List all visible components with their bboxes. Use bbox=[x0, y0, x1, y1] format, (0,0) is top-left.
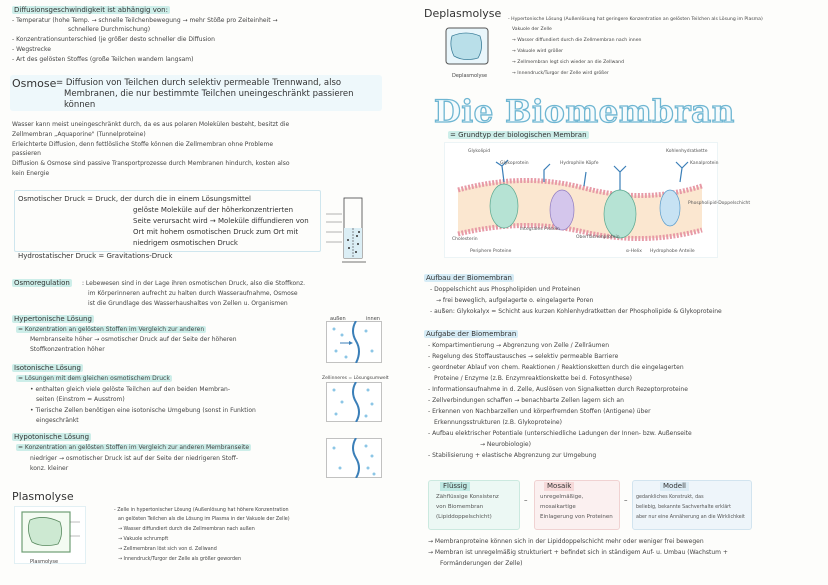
fig-innen-label: innen bbox=[366, 316, 380, 322]
osmose-def-0: = Diffusion von Teilchen durch selektiv permeable Trennwand, also bbox=[56, 78, 342, 88]
deplasmolyse-0: - Hypertonische Lösung (Außenlösung hat geringere Konzentration an gelösten Teilchen als Lösung im Plasma) bbox=[508, 17, 763, 22]
para1-1: Zellmembran „Aquaporine" (Tunnelproteine) bbox=[12, 131, 146, 138]
plasmolyse-2: → Wasser diffundiert durch die Zellmembran nach außen bbox=[118, 527, 255, 532]
diagram-label-1: Glykoprotein bbox=[500, 161, 529, 166]
header-line-5: - Art des gelösten Stoffes (große Teilchen wandern langsam) bbox=[12, 56, 194, 63]
plasmolyse-1: an gelösten Teilchen als die Lösung im Plasma in der Vakuole der Zelle) bbox=[118, 517, 290, 522]
diagram-label-8: Hydrophobe Anteile bbox=[650, 249, 695, 254]
card-modell-line-2: aber nur eine Annäherung an die Wirklichkeit bbox=[636, 515, 745, 520]
aufgabe-1: - Regelung des Stoffaustausches → selektiv permeable Barriere bbox=[428, 353, 619, 360]
card-modell-line-1: beliebig, bekannte Sachverhalte erklärt bbox=[636, 505, 731, 510]
iso-0: = Lösungen mit dem gleichen osmotischem Druck bbox=[18, 375, 170, 382]
card-fluessig-line-0: Zähflüssige Konsistenz bbox=[436, 494, 499, 500]
deplasmolyse-3: → Vakuole wird größer bbox=[512, 49, 564, 54]
hyper-2: Stoffkonzentration höher bbox=[30, 346, 105, 353]
aufbau-0: - Doppelschicht aus Phospholipiden und Proteinen bbox=[430, 286, 581, 293]
hyper-label: Hypertonische Lösung bbox=[14, 315, 92, 323]
iso-1: • enthalten gleich viele gelöste Teilchen auf den beiden Membran- bbox=[30, 386, 231, 393]
druck-1: gelöste Moleküle auf der höherkonzentrierten bbox=[133, 206, 294, 214]
aufgabe-9: → Neurobiologie) bbox=[480, 441, 531, 448]
aufgabe-7: Erkennungsstrukturen (z.B. Glykoproteine) bbox=[434, 419, 562, 426]
aufbau-1: → frei beweglich, aufgelagerte o. eingelagerte Poren bbox=[436, 297, 594, 304]
card-fluessig-line-1: von Biomembran bbox=[436, 504, 484, 510]
hypo-2: konz. kleiner bbox=[30, 465, 69, 472]
footer-0: → Membranproteine können sich in der Lipiddoppelschicht mehr oder weniger frei bewegen bbox=[428, 538, 704, 545]
card-modell-line-0: gedankliches Konstrukt, das bbox=[636, 495, 704, 500]
diagram-label-3: Integrales Protein bbox=[520, 227, 560, 232]
card-mosaik-line-1: mosaikartige bbox=[540, 504, 576, 510]
plasmolyse-0: - Zelle in hypertonischer Lösung (Außenlösung hat höhere Konzentration bbox=[114, 508, 289, 513]
page-subtitle: = Grundtyp der biologischen Membran bbox=[450, 131, 587, 139]
plasmolyse-3: → Vakuole schrumpft bbox=[118, 537, 169, 542]
diagram-label-4: Periphere Proteine bbox=[470, 249, 512, 254]
header-line-3: - Konzentrationsunterschied (je größer desto schneller die Diffusion bbox=[12, 36, 215, 43]
osmoregulation-0: : Lebewesen sind in der Lage ihren osmotischen Druck, also die Stoffkonz. bbox=[82, 280, 305, 287]
aufgabe-8: - Aufbau elektrischer Potentiale (unterschiedliche Ladungen der Innen- bzw. Außenseite bbox=[428, 430, 692, 437]
deplasmolyse-cell-figure bbox=[440, 24, 494, 70]
osmose-def-1: Membranen, die nur bestimmte Teilchen uneingeschränkt passieren bbox=[64, 89, 354, 99]
footer-1: → Membran ist unregelmäßig strukturiert + befindet sich in ständigem Auf- u. Umbau (Wachstum + bbox=[428, 549, 728, 556]
fig-aussen-label: außen bbox=[330, 316, 346, 322]
aufgabe-10: - Stabilisierung + elastische Abgrenzung zur Umgebung bbox=[428, 452, 597, 459]
aufgabe-6: - Erkennen von Nachbarzellen und körperfremden Stoffen (Antigene) über bbox=[428, 408, 651, 415]
card-sep-0: – bbox=[524, 496, 528, 504]
fig-iso-tag: Zellinneres = Lösungsumwelt bbox=[322, 376, 389, 381]
deplasmolyse-5: → Innendruck/Turgor der Zelle wird größer bbox=[512, 71, 609, 76]
plasmolyse-label: Plasmolyse bbox=[12, 490, 74, 503]
diagram-label-2: Kohlenhydratkette bbox=[666, 149, 708, 154]
hyper-1: Membranseite höher → osmotischer Druck auf der Seite der höheren bbox=[30, 336, 237, 343]
deplasmolyse-4: → Zellmembran legt sich wieder an die Zellwand bbox=[512, 60, 624, 65]
osmoregulation-2: ist die Grundlage des Wasserhaushaltes von Zellen u. Organismen bbox=[88, 300, 288, 307]
diagram-label-11: Hydrophile Köpfe bbox=[560, 161, 599, 166]
hypo-membrane-figure bbox=[326, 438, 382, 478]
page-title: Die Biomembran bbox=[434, 94, 735, 130]
druck-3: Ort mit hohem osmotischen Druck zum Ort mit bbox=[133, 228, 299, 236]
footer-2: Formänderungen der Zelle) bbox=[440, 560, 523, 567]
para1-0: Wasser kann meist uneingeschränkt durch, da es aus polaren Molekülen besteht, besitzt die bbox=[12, 121, 290, 128]
osmose-label: Osmose bbox=[12, 77, 57, 90]
header-line-4: - Wegstrecke bbox=[12, 46, 51, 53]
diagram-label-5: Cholesterin bbox=[452, 237, 478, 242]
aufgabe-4: - Informationsaufnahme in d. Zelle, Auslösen von Signalketten durch Rezeptorproteine bbox=[428, 386, 688, 393]
aufgabe-label: Aufgabe der Biomembran bbox=[426, 330, 517, 338]
iso-label: Isotonische Lösung bbox=[14, 364, 81, 372]
aufbau-2: - außen: Glykokalyx = Schicht aus kurzen Kohlenhydratketten der Phospholipide & Glykoproteine bbox=[430, 308, 722, 315]
druck-0: Osmotischer Druck = Druck, der durch die in einem Lösungsmittel bbox=[18, 195, 251, 203]
plasmolyse-cell-figure bbox=[14, 506, 86, 564]
deplasmolyse-1: Vakuole der Zelle bbox=[512, 27, 552, 32]
aufgabe-3: Proteine / Enzyme (z.B. Enzymreaktionskette bei d. Fotosynthese) bbox=[434, 375, 632, 382]
hypo-1: niedriger → osmotischer Druck ist auf der Seite der niedrigeren Stoff- bbox=[30, 455, 238, 462]
card-fluessig-title: Flüssig bbox=[440, 482, 470, 491]
card-modell-title: Modell bbox=[660, 482, 689, 491]
hyper-0: = Konzentration an gelösten Stoffen im Vergleich zur anderen bbox=[18, 326, 205, 333]
druck-2: Seite verursacht wird → Moleküle diffundieren von bbox=[133, 217, 309, 225]
u-tube-diagram bbox=[322, 192, 384, 270]
header-line-1: - Temperatur (hohe Temp. → schnelle Teilchenbewegung → mehr Stöße pro Zeiteinheit → bbox=[12, 17, 278, 24]
card-mosaik-line-2: Einlagerung von Proteinen bbox=[540, 514, 613, 520]
hyper-membrane-figure bbox=[326, 321, 382, 363]
diagram-label-6: Phospholipid-Doppelschicht bbox=[688, 201, 751, 206]
diagram-label-0: Glykolipid bbox=[468, 149, 491, 154]
para1-4: Diffusion & Osmose sind passive Transportprozesse durch Membranen hindurch, kosten also bbox=[12, 160, 290, 167]
header-line-0: Diffusionsgeschwindigkeit ist abhängig von: bbox=[14, 6, 168, 14]
iso-membrane-figure bbox=[326, 382, 382, 422]
aufgabe-5: - Zellverbindungen schaffen → benachbarte Zellen lagern sich an bbox=[428, 397, 624, 404]
iso-4: eingeschränkt bbox=[36, 417, 79, 424]
aufgabe-0: - Kompartimentierung → Abgrenzung von Zelle / Zellräumen bbox=[428, 342, 610, 349]
druck-5: Hydrostatischer Druck = Gravitations-Druck bbox=[18, 252, 173, 260]
card-mosaik-line-0: unregelmäßige, bbox=[540, 494, 584, 500]
hypo-0: = Konzentration an gelösten Stoffen im Vergleich zur anderen Membranseite bbox=[18, 444, 250, 451]
para1-5: kein Energie bbox=[12, 170, 50, 177]
card-fluessig-line-2: (Lipiddoppelschicht) bbox=[436, 514, 492, 520]
diagram-label-9: α-Helix bbox=[626, 249, 642, 254]
para1-2: Erleichterte Diffusion, denn fettlösliche Stoffe können die Zellmembran ohne Probleme bbox=[12, 141, 274, 148]
druck-4: niedrigem osmotischen Druck bbox=[133, 239, 238, 247]
diagram-label-10: Kanalprotein bbox=[690, 161, 719, 166]
deplasmolyse-label: Deplasmolyse bbox=[424, 7, 502, 20]
card-sep-1: – bbox=[624, 496, 628, 504]
hypo-label: Hypotonische Lösung bbox=[14, 433, 90, 441]
plasmolyse-caption: Plasmolyse bbox=[30, 559, 59, 565]
plasmolyse-4: → Zellmembran löst sich von d. Zellwand bbox=[118, 547, 217, 552]
plasmolyse-5: → Innendruck/Turgor der Zelle als größer geworden bbox=[118, 557, 241, 562]
para1-3: passieren bbox=[12, 150, 41, 157]
header-line-2: schnellere Durchmischung) bbox=[68, 26, 151, 33]
aufgabe-2: - geordneter Ablauf von chem. Reaktionen / Reaktionsketten durch die eingelagerten bbox=[428, 364, 684, 371]
aufbau-label: Aufbau der Biomembran bbox=[426, 274, 512, 282]
osmoregulation-label: Osmoregulation bbox=[14, 279, 70, 287]
iso-3: • Tierische Zellen benötigen eine isotonische Umgebung (sonst in Funktion bbox=[30, 407, 256, 414]
osmose-def-2: können bbox=[64, 100, 96, 110]
deplasmolyse-caption: Deplasmolyse bbox=[452, 73, 488, 79]
iso-2: seiten (Einstrom = Ausstrom) bbox=[36, 396, 125, 403]
diagram-label-7: Oberflächenprotein bbox=[576, 235, 620, 240]
card-mosaik-title: Mosaik bbox=[544, 482, 574, 491]
osmoregulation-1: im Körperinneren aufrecht zu halten durch Wasseraufnahme, Osmose bbox=[88, 290, 298, 297]
deplasmolyse-2: → Wasser diffundiert durch die Zellmembran nach innen bbox=[512, 38, 642, 43]
